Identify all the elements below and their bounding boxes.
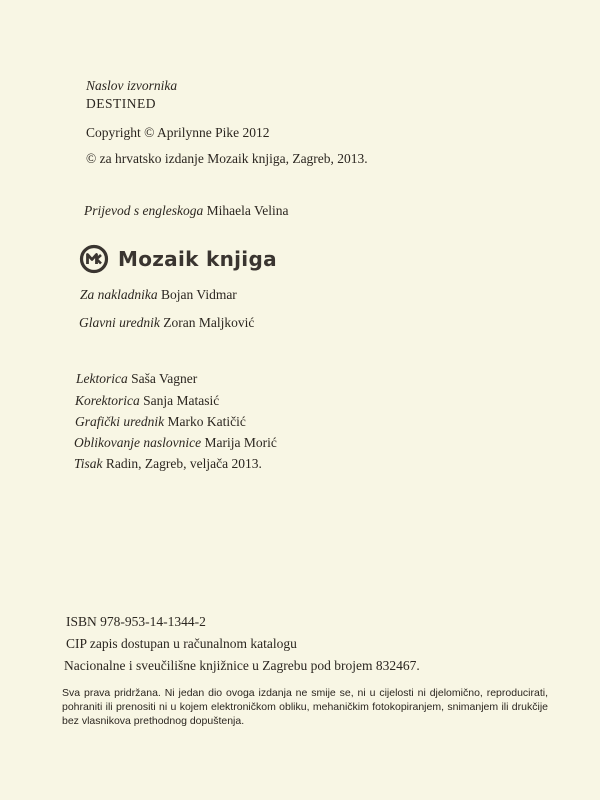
translator-name: Mihaela Velina bbox=[206, 203, 289, 218]
original-title-label: Naslov izvornika bbox=[86, 78, 178, 93]
isbn: ISBN 978-953-14-1344-2 bbox=[66, 614, 206, 629]
publisher-logo bbox=[79, 243, 277, 275]
credit-role: Oblikovanje naslovnice bbox=[74, 435, 202, 450]
staff-entry bbox=[80, 287, 237, 303]
credit-name: Sanja Matasić bbox=[143, 393, 220, 408]
credit-entry bbox=[74, 435, 277, 451]
credit-entry bbox=[74, 456, 262, 472]
staff-role: Za nakladnika bbox=[80, 287, 158, 302]
credit-role: Grafički urednik bbox=[75, 414, 165, 429]
credit-name: Marko Katičić bbox=[167, 414, 246, 429]
translation-credit bbox=[84, 203, 288, 219]
credit-entry bbox=[76, 371, 197, 387]
publisher-logo-text: Mozaik knjiga bbox=[118, 247, 277, 271]
credit-role: Korektorica bbox=[75, 393, 140, 408]
staff-name: Zoran Maljković bbox=[163, 315, 255, 330]
mozaik-logo-icon bbox=[79, 244, 109, 274]
credit-role: Lektorica bbox=[76, 371, 128, 386]
credit-name: Marija Morić bbox=[204, 435, 277, 450]
staff-entry bbox=[79, 315, 254, 331]
cip-record-line: CIP zapis dostupan u računalnom katalogu bbox=[66, 636, 297, 651]
credit-name: Radin, Zagreb, veljača 2013. bbox=[105, 456, 262, 471]
staff-name: Bojan Vidmar bbox=[161, 287, 237, 302]
rights-notice: Sva prava pridržana. Ni jedan dio ovoga izdanja ne smije se, ni u cijelosti ni djelomično, reproducirati, pohraniti ili prenositi ni u kojem elektroničkom obliku, mehaničkim fotokopiranjem, snimanjem ili drukčije bez vlasnikova prethodnog dopuštenja. bbox=[62, 687, 548, 727]
credit-name: Saša Vagner bbox=[131, 371, 198, 386]
credit-entry bbox=[75, 414, 246, 430]
credit-role: Tisak bbox=[74, 456, 103, 471]
original-title: DESTINED bbox=[86, 96, 156, 111]
edition-copyright-line: © za hrvatsko izdanje Mozaik knjiga, Zagreb, 2013. bbox=[86, 151, 368, 166]
cip-record-line: Nacionalne i sveučilišne knjižnice u Zagrebu pod brojem 832467. bbox=[64, 658, 420, 673]
staff-role: Glavni urednik bbox=[79, 315, 160, 330]
credit-entry bbox=[75, 393, 219, 409]
translation-label: Prijevod s engleskoga bbox=[84, 203, 204, 218]
copyright-line: Copyright © Aprilynne Pike 2012 bbox=[86, 125, 270, 140]
